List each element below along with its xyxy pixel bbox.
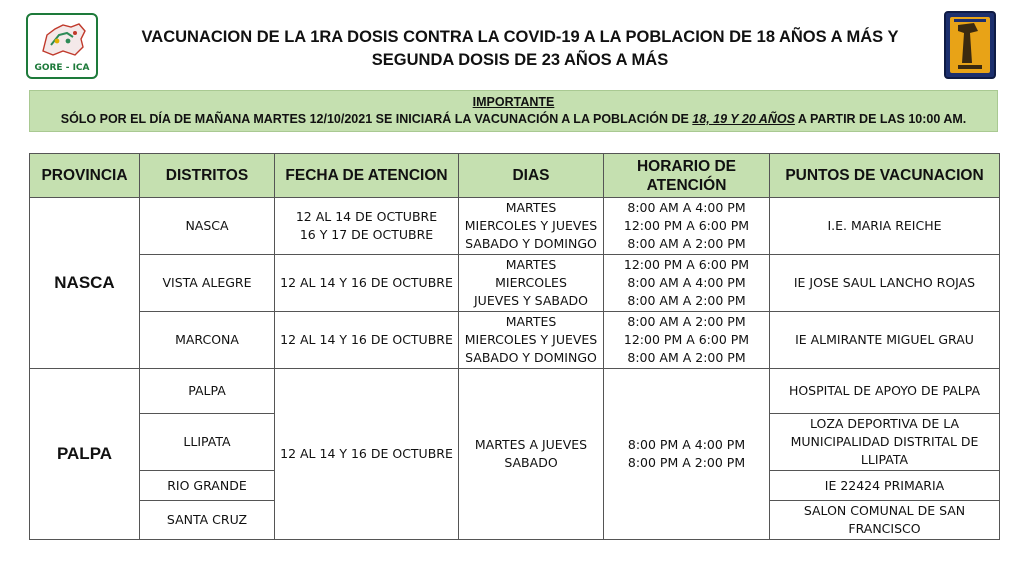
table-row [30, 198, 1000, 255]
district-cell: VISTA ALEGRE [140, 255, 275, 312]
point-line: HOSPITAL DE APOYO DE PALPA [788, 383, 981, 398]
district-cell: LLIPATA [140, 414, 275, 471]
day-line: MIERCOLES Y JUEVES [464, 218, 598, 233]
hours-cell [604, 369, 770, 540]
day-line: MIERCOLES Y JUEVES [464, 332, 598, 347]
date-line: 12 AL 14 DE OCTUBRE [295, 209, 438, 224]
days-cell [459, 369, 604, 540]
important-notice [29, 90, 998, 132]
vaccination-point-cell: IE ALMIRANTE MIGUEL GRAU [770, 312, 1000, 369]
day-line: MARTES [505, 200, 557, 215]
point-line: IE 22424 PRIMARIA [824, 477, 945, 493]
hours-cell [604, 312, 770, 369]
hour-line: 8:00 AM A 2:00 PM [627, 293, 746, 308]
district-cell: MARCONA [140, 312, 275, 369]
day-line: MIERCOLES [495, 275, 567, 290]
vaccination-schedule-table [29, 153, 1000, 540]
point-line: LOZA DEPORTIVA DE LA [809, 416, 960, 431]
notice-text [30, 111, 997, 128]
hour-line: 12:00 PM A 6:00 PM [623, 218, 750, 233]
hour-line: 8:00 AM A 2:00 PM [627, 236, 746, 251]
hour-line: 8:00 AM A 2:00 PM [627, 314, 746, 329]
notice-highlight: 18, 19 Y 20 AÑOS [692, 112, 795, 126]
hour-line: 12:00 PM A 6:00 PM [623, 257, 750, 272]
point-line: LLIPATA [860, 452, 909, 467]
table-row [30, 369, 1000, 414]
logo-text: GORE - ICA [34, 63, 90, 73]
page-title [110, 26, 930, 72]
day-line: MARTES [505, 257, 557, 272]
header-dias: DIAS [459, 154, 604, 198]
notice-heading: IMPORTANTE [472, 95, 555, 109]
province-nasca: NASCA [30, 198, 140, 369]
header-provincia: PROVINCIA [30, 154, 140, 198]
title-line-1: VACUNACION DE LA 1RA DOSIS CONTRA LA COVID-19 A LA POBLACION DE 18 AÑOS A MÁS Y [141, 28, 899, 46]
date-line: 12 AL 14 Y 16 DE OCTUBRE [280, 275, 453, 290]
hours-cell [604, 255, 770, 312]
point-line: MUNICIPALIDAD DISTRITAL DE [790, 434, 979, 449]
table-header-row [30, 154, 1000, 198]
days-cell [459, 255, 604, 312]
point-line: SALON COMUNAL DE SAN [803, 503, 966, 518]
dates-cell [275, 198, 459, 255]
district-cell: PALPA [140, 369, 275, 414]
day-line: MARTES [505, 314, 557, 329]
day-line: SABADO [504, 455, 558, 470]
title-line-2: SEGUNDA DOSIS DE 23 AÑOS A MÁS [371, 51, 669, 69]
vaccination-point-cell [770, 471, 1000, 501]
hour-line: 8:00 AM A 4:00 PM [627, 275, 746, 290]
dates-cell [275, 255, 459, 312]
district-cell: RIO GRANDE [140, 471, 275, 501]
vaccination-point-cell [770, 369, 1000, 414]
day-line: SABADO Y DOMINGO [465, 236, 597, 251]
header-fecha: FECHA DE ATENCION [275, 154, 459, 198]
vaccination-point-cell: I.E. MARIA REICHE [770, 198, 1000, 255]
district-cell: NASCA [140, 198, 275, 255]
date-line: 16 Y 17 DE OCTUBRE [299, 227, 434, 242]
dates-cell [275, 312, 459, 369]
hours-cell [604, 198, 770, 255]
institution-crest-icon [944, 11, 996, 79]
header-distritos: DISTRITOS [140, 154, 275, 198]
province-palpa: PALPA [30, 369, 140, 540]
vaccination-point-cell [770, 414, 1000, 471]
days-cell [459, 198, 604, 255]
table-row [30, 312, 1000, 369]
day-line: SABADO Y DOMINGO [465, 350, 597, 365]
day-line: JUEVES Y SABADO [473, 293, 588, 308]
date-line: 12 AL 14 Y 16 DE OCTUBRE [280, 332, 453, 347]
point-line: FRANCISCO [848, 521, 921, 536]
hour-line: 8:00 AM A 4:00 PM [627, 200, 746, 215]
dates-cell: 12 AL 14 Y 16 DE OCTUBRE [275, 369, 459, 540]
vaccination-point-cell: IE JOSE SAUL LANCHO ROJAS [770, 255, 1000, 312]
hour-line: 8:00 PM A 2:00 PM [627, 455, 746, 470]
hour-line: 8:00 PM A 4:00 PM [627, 437, 746, 452]
hour-line: 8:00 AM A 2:00 PM [627, 350, 746, 365]
notice-text-after: A PARTIR DE LAS 10:00 AM. [794, 112, 967, 126]
hour-line: 12:00 PM A 6:00 PM [623, 332, 750, 347]
gore-ica-logo [26, 13, 98, 79]
notice-text-before: SÓLO POR EL DÍA DE MAÑANA MARTES 12/10/2021 SE INICIARÁ LA VACUNACIÓN A LA POBLACIÓN DE [60, 112, 693, 126]
ica-region-map-icon [37, 21, 89, 59]
day-line: MARTES A JUEVES [474, 437, 588, 452]
header-horario: HORARIO DE ATENCIÓN [604, 154, 770, 198]
header-puntos: PUNTOS DE VACUNACION [770, 154, 1000, 198]
days-cell [459, 312, 604, 369]
district-cell: SANTA CRUZ [140, 501, 275, 540]
vaccination-point-cell [770, 501, 1000, 540]
table-row [30, 255, 1000, 312]
